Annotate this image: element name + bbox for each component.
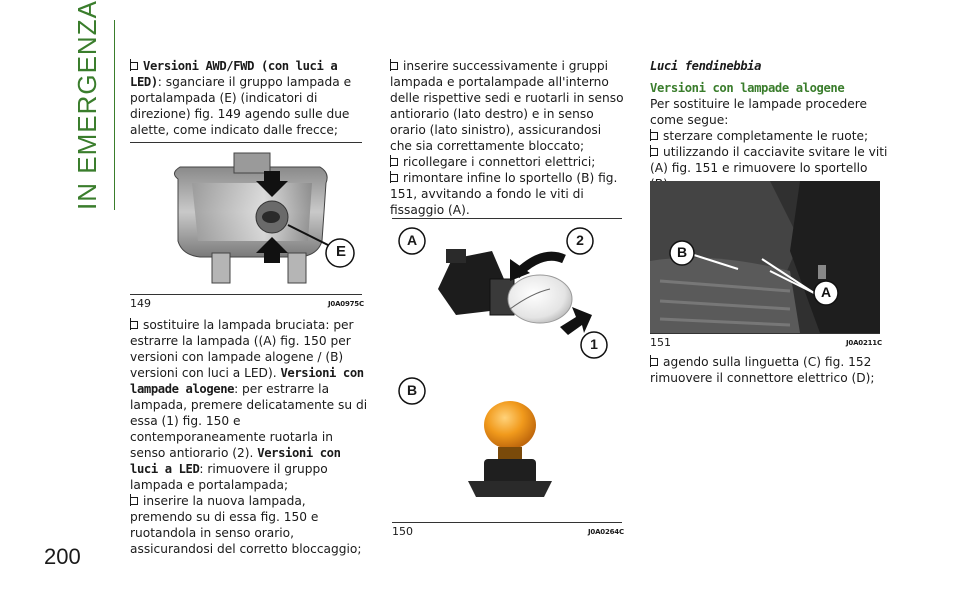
fig149-label: E (335, 243, 346, 260)
figure-151 (650, 181, 880, 333)
fig150-label-1: 1 (590, 336, 598, 352)
bullet-icon (390, 158, 398, 166)
col2-item-1 (390, 58, 626, 154)
bullet-icon (390, 174, 398, 182)
fig151-code: J0A0211C (846, 339, 882, 347)
fig151-label-b: B (676, 244, 688, 260)
page-number: 200 (44, 544, 81, 569)
halogen-subheading: Versioni con lampade alogene (650, 81, 845, 95)
col2-item-2 (390, 154, 626, 170)
section-title: IN EMERGENZA (72, 0, 102, 210)
figure-150 (392, 219, 622, 521)
col1-item-2-bold-b: Versioni con luci a LED (130, 446, 341, 476)
bulbs-illustration (392, 219, 622, 521)
column-1-lower (130, 317, 368, 557)
col2-item-3 (390, 170, 626, 218)
bullet-icon (130, 62, 138, 70)
bullet-icon (650, 148, 658, 156)
col2-item-2-text: ricollegare i connettori elettrici; (403, 155, 596, 169)
col3-item-3-text: agendo sulla linguetta (C) fig. 152 rimuovere il connettore elettrico (D); (650, 355, 875, 385)
col1-item-1-bold: Versioni AWD/FWD (con luci a LED) (130, 59, 338, 89)
col1-item-1-text: : sganciare il gruppo lampada e portalampada (E) (indicatori di direzione) fig. 149 agendo sulle due alette, come indicato dalle frecce; (130, 75, 352, 137)
fig151-number: 151 (650, 336, 671, 349)
col2-item-3-text: rimontare infine lo sportello (B) fig. 151, avvitando a fondo le viti di fissaggio (A). (390, 171, 618, 217)
col1-item-3 (130, 493, 368, 557)
col1-item-2-text-b: : per estrarre la lampada, premere delicatamente su di essa (1) fig. 150 e contemporaneamente ruotarla in senso antiorario (2). (130, 382, 368, 460)
column-1 (130, 58, 368, 138)
col1-item-2 (130, 317, 368, 493)
col1-item-2-bold-a: Versioni con lampade alogene (130, 366, 364, 396)
col1-item-1 (130, 58, 368, 138)
fig149-code: J0A0975C (328, 300, 364, 308)
fig150-code: J0A0264C (588, 528, 624, 536)
column-2 (390, 58, 626, 218)
col3-item-1-text: sterzare completamente le ruote; (663, 129, 869, 143)
col3-item-3 (650, 354, 890, 386)
col3-item-2-text: utilizzando il cacciavite svitare le viti (A) fig. 151 e rimuovere lo sportello (650, 145, 888, 175)
fig151-bottom-rule (650, 333, 880, 334)
col2-item-1-text: inserire successivamente i gruppi lampada e portalampade all'interno delle rispettive sedi e ruotarli in senso antiorario (lato destro) e in senso orario (lato sinistro), assicurandosi che sia correttamente bloccato; (390, 59, 624, 153)
fig149-number: 149 (130, 297, 151, 310)
bullet-icon (130, 321, 138, 329)
fig150-number: 150 (392, 525, 413, 538)
fig151-label-a: A (820, 284, 832, 300)
fig150-label-2: 2 (576, 232, 584, 248)
intro-text: Per sostituire le lampade procedere come segue: (650, 97, 868, 127)
fog-lights-heading: Luci fendinebbia (650, 59, 761, 73)
fig150-label-b: B (406, 382, 418, 398)
column-3 (650, 58, 890, 192)
figure-149 (130, 143, 362, 293)
fig150-label-a: A (406, 232, 418, 248)
fig149-bottom-rule (130, 294, 362, 295)
bullet-icon (130, 497, 138, 505)
col1-item-2-text-c: : rimuovere il gruppo lampada e portalampada; (130, 462, 328, 492)
bullet-icon (390, 62, 398, 70)
bullet-icon (650, 132, 658, 140)
lamp-housing-illustration (130, 143, 362, 293)
fig150-bottom-rule (392, 522, 622, 523)
col1-item-3-text: inserire la nuova lampada, premendo su di essa fig. 150 e ruotandola in senso orario, assicurandosi del corretto bloccaggio; (130, 494, 362, 556)
column-3-lower (650, 354, 890, 386)
col1-item-2-text-a: sostituire la lampada bruciata: per estrarre la lampada ((A) fig. 150 per versioni con lampade alogene / (B) versioni con luci a LED). (130, 318, 354, 380)
bullet-icon (650, 358, 658, 366)
col3-item-1 (650, 128, 890, 144)
section-rule (114, 20, 115, 210)
